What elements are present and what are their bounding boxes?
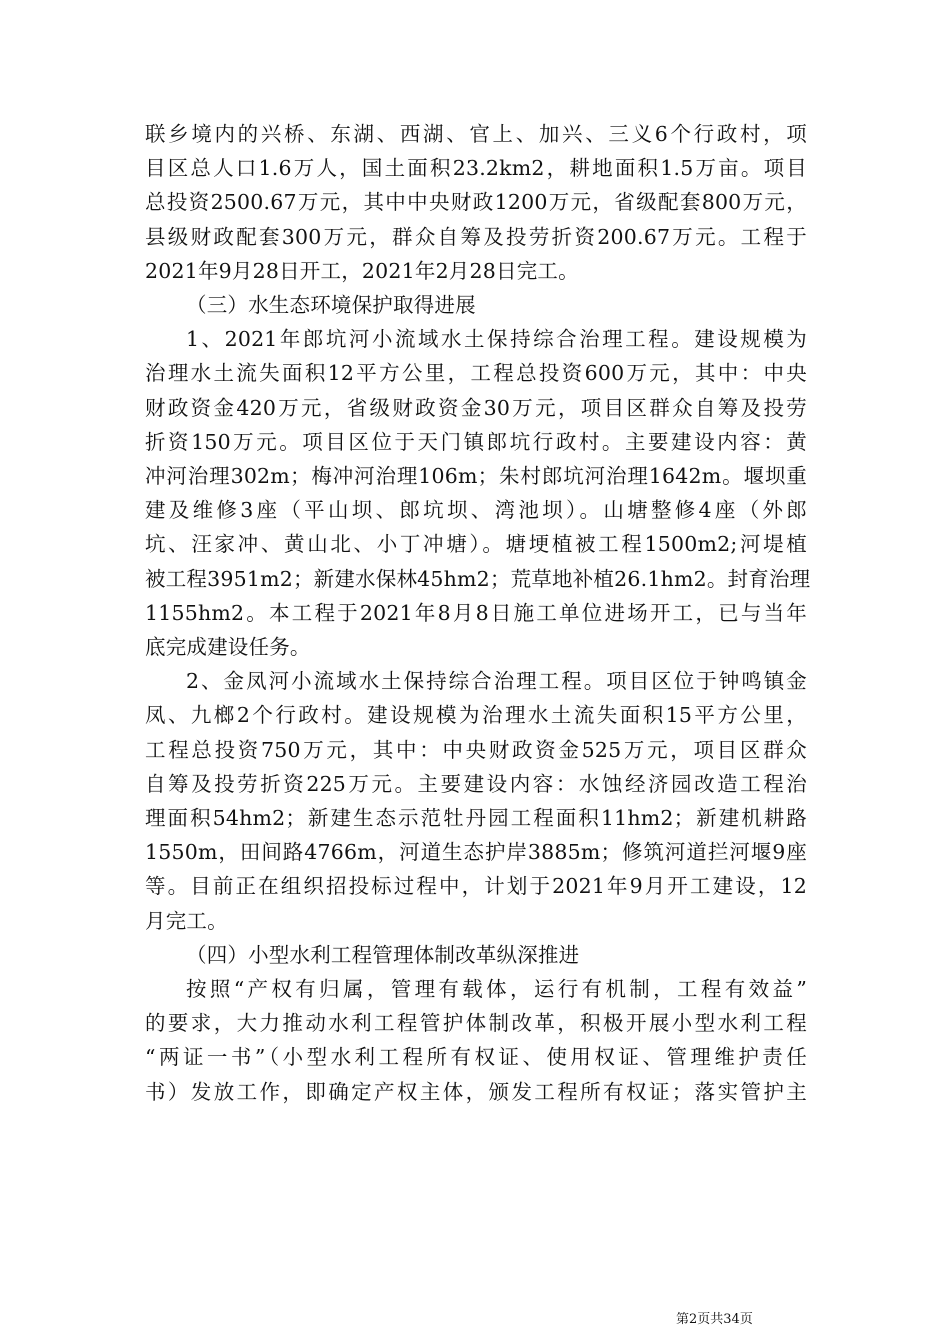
text-line: 建及维修3座（平山坝、郎坑坝、湾池坝）。山塘整修4座（外郎: [145, 498, 807, 523]
text-line: 冲河治理302m；梅冲河治理106m；朱村郎坑河治理1642m。堰坝重: [145, 464, 807, 489]
heading-text: （三）水生态环境保护取得进展: [186, 293, 476, 318]
paragraph-project-summary: [145, 117, 807, 288]
text-line: 书）发放工作，即确定产权主体，颁发工程所有权证；落实管护主: [145, 1079, 807, 1104]
text-line: 折资150万元。项目区位于天门镇郎坑行政村。主要建设内容：黄: [145, 429, 807, 454]
text-line: 自筹及投劳折资225万元。主要建设内容：水蚀经济园改造工程治: [145, 771, 807, 796]
text-line: 1、2021年郎坑河小流域水土保持综合治理工程。建设规模为: [186, 327, 807, 352]
text-line: 1155hm2。本工程于2021年8月8日施工单位进场开工，已与当年: [145, 600, 807, 625]
text-line: 财政资金420万元，省级财政资金30万元，项目区群众自筹及投劳: [145, 395, 807, 420]
text-line: 底完成建设任务。: [145, 635, 311, 660]
text-line: 总投资2500.67万元，其中中央财政1200万元，省级配套800万元，: [145, 190, 807, 215]
text-line: 2、金凤河小流域水土保持综合治理工程。项目区位于钟鸣镇金: [186, 669, 807, 694]
text-line: 凤、九榔2个行政村。建设规模为治理水土流失面积15平方公里，: [145, 703, 807, 728]
paragraph-ownership-reform: [145, 972, 807, 1109]
paragraph-langkeng-project: [145, 322, 811, 664]
section-heading-water-ecology: [145, 288, 807, 322]
text-line: 被工程3951m2；新建水保林45hm2；荒草地补植26.1hm2。封育治理: [145, 566, 811, 591]
text-line: 1550m，田间路4766m，河道生态护岸3885m；修筑河道拦河堰9座: [145, 840, 807, 865]
paragraph-jinfeng-project: [145, 664, 807, 938]
text-line: 坑、汪家冲、黄山北、小丁冲塘）。塘埂植被工程1500m2;河堤植: [145, 532, 807, 557]
text-line: 的要求，大力推动水利工程管护体制改革，积极开展小型水利工程: [145, 1011, 807, 1036]
page-number-footer: 第2页共34页: [676, 1312, 753, 1327]
heading-text: （四）小型水利工程管理体制改革纵深推进: [186, 942, 580, 967]
text-line: 理面积54hm2；新建生态示范牡丹园工程面积11hm2；新建机耕路: [145, 806, 807, 831]
document-body: [145, 117, 811, 1109]
text-line: 治理水土流失面积12平方公里，工程总投资600万元，其中：中央: [145, 361, 807, 386]
text-line: 月完工。: [145, 908, 228, 933]
section-heading-management-reform: [145, 938, 807, 972]
text-line: 工程总投资750万元，其中：中央财政资金525万元，项目区群众: [145, 737, 807, 762]
text-line: 等。目前正在组织招投标过程中，计划于2021年9月开工建设，12: [145, 874, 807, 899]
text-line: 县级财政配套300万元，群众自筹及投劳折资200.67万元。工程于: [145, 224, 807, 249]
text-line: 目区总人口1.6万人，国土面积23.2km2，耕地面积1.5万亩。项目: [145, 156, 807, 181]
text-line: 联乡境内的兴桥、东湖、西湖、官上、加兴、三义6个行政村，项: [145, 122, 807, 146]
text-line: 按照“产权有归属，管理有载体，运行有机制，工程有效益”: [186, 977, 807, 1002]
text-line: “两证一书”（小型水利工程所有权证、使用权证、管理维护责任: [145, 1045, 807, 1070]
text-line: 2021年9月28日开工，2021年2月28日完工。: [145, 258, 579, 283]
